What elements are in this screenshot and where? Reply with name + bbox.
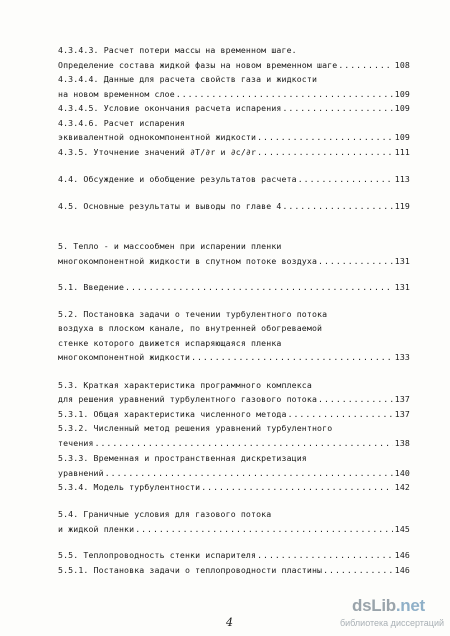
toc-entry-page: 119 xyxy=(394,201,410,211)
watermark-logo-main: dsLib xyxy=(352,596,396,615)
toc-entry-page: 146 xyxy=(394,550,410,560)
toc-entry-page: 109 xyxy=(394,89,410,99)
toc-entry xyxy=(58,549,410,561)
toc-entry xyxy=(58,117,410,129)
toc-entry xyxy=(58,408,410,420)
toc-entry-leader-dots xyxy=(323,564,393,576)
toc-entry-leader-dots xyxy=(191,351,393,363)
toc-entry-page: 108 xyxy=(394,60,410,70)
toc-entry xyxy=(58,322,410,334)
toc-entry-page: 137 xyxy=(394,394,410,404)
toc-entry-page: 111 xyxy=(394,147,410,157)
toc-entry xyxy=(58,351,410,363)
toc-entry-leader-dots xyxy=(318,393,393,405)
toc-entry-title: на новом временном слое xyxy=(58,89,175,99)
toc-entry-title: 4.3.5. Уточнение значений ∂T/∂r и ∂c/∂r xyxy=(58,147,257,157)
watermark-logo-suffix: .net xyxy=(395,596,425,615)
toc-entry-title: воздуха в плоском канале, по внутренней обогреваемой xyxy=(58,323,323,333)
toc-entry-title: 5.3.1. Общая характеристика численного метода xyxy=(58,409,287,419)
toc-entry-title: многокомпонентной жидкости в спутном потоке воздуха xyxy=(58,256,318,266)
watermark-subtitle: библиотека диссертаций xyxy=(340,618,445,628)
toc-entry-leader-dots xyxy=(283,102,394,114)
toc-entry-page: 109 xyxy=(394,132,410,142)
toc-entry-page: 131 xyxy=(394,256,410,266)
toc-entry-title: 5.1. Введение xyxy=(58,282,125,292)
toc-entry-title: 5.4. Граничные условия для газового потока xyxy=(58,509,272,519)
toc-entry-leader-dots xyxy=(257,131,393,143)
toc-entry xyxy=(58,281,410,293)
page-number: 4 xyxy=(226,616,233,629)
toc-entry-title: 4.3.4.4. Данные для расчета свойств газа и жидкости xyxy=(58,74,318,84)
toc-entry-leader-dots xyxy=(338,59,393,71)
toc-entry-page: 133 xyxy=(394,352,410,362)
toc-entry-page: 137 xyxy=(394,409,410,419)
toc-entry-page: 113 xyxy=(394,174,410,184)
toc-entry-title: и жидкой пленки xyxy=(58,524,135,534)
toc-entry xyxy=(58,73,410,85)
toc-entry-page: 146 xyxy=(394,565,410,575)
toc-entry-title: 5.2. Постановка задачи о течении турбулентного потока xyxy=(58,309,328,319)
toc-entry-page: 140 xyxy=(394,468,410,478)
toc-entry xyxy=(58,379,410,391)
toc-entry xyxy=(58,255,410,267)
toc-entry-title: 5.3.4. Модель турбулентности xyxy=(58,482,201,492)
toc-entry-leader-dots xyxy=(125,281,393,293)
toc-entry-title: 5.5.1. Постановка задачи о теплопроводности пластины xyxy=(58,565,323,575)
toc-entry xyxy=(58,481,410,493)
toc-entry-leader-dots xyxy=(201,481,393,493)
toc-entry xyxy=(58,102,410,114)
toc-entry-title: уравнений xyxy=(58,468,104,478)
toc-entry-title: 4.3.4.3. Расчет потери массы на временном шаге. xyxy=(58,45,297,55)
toc-entry xyxy=(58,59,410,71)
toc-entry-title: 4.3.4.5. Условие окончания расчета испарения xyxy=(58,103,282,113)
toc-entry xyxy=(58,523,410,535)
toc-entry-leader-dots xyxy=(257,146,393,158)
toc-entry-title: Определение состава жидкой фазы на новом временном шаге xyxy=(58,60,338,70)
toc-entry-title: 5. Тепло - и массообмен при испарении пленки xyxy=(58,241,282,251)
toc-entry xyxy=(58,308,410,320)
toc-entry-page: 109 xyxy=(394,103,410,113)
toc-entry-title: эквивалентной однокомпонентной жидкости xyxy=(58,132,257,142)
watermark-logo xyxy=(352,596,425,616)
toc-entry xyxy=(58,508,410,520)
toc-entry-title: 5.3. Краткая характеристика программного комплекса xyxy=(58,380,312,390)
toc-entry-leader-dots xyxy=(135,523,393,535)
toc-entry-leader-dots xyxy=(318,255,393,267)
toc-entry-title: для решения уравнений турбулентного газового потока xyxy=(58,394,318,404)
toc-entry-title: 4.4. Обсуждение и обобщение результатов расчета xyxy=(58,174,297,184)
toc-entry-leader-dots xyxy=(298,173,393,185)
toc-entry-title: 5.5. Теплопроводность стенки испарителя xyxy=(58,550,257,560)
toc-entry-leader-dots xyxy=(105,467,393,479)
toc-entry xyxy=(58,452,410,464)
toc-entry xyxy=(58,337,410,349)
toc-entry-title: стенке которого движется испаряющаяся пленка xyxy=(58,338,282,348)
toc-entry-title: 4.3.4.6. Расчет испарения xyxy=(58,118,185,128)
toc-entry-title: многокомпонентной жидкости xyxy=(58,352,191,362)
toc-entry xyxy=(58,146,410,158)
toc-entry xyxy=(58,88,410,100)
toc-entry xyxy=(58,393,410,405)
toc-entry xyxy=(58,173,410,185)
toc-entry-leader-dots xyxy=(95,437,393,449)
toc-entry xyxy=(58,44,410,56)
toc-entry xyxy=(58,422,410,434)
toc-entry-title: течения xyxy=(58,438,94,448)
toc-entry-leader-dots xyxy=(283,200,394,212)
toc-entry-page: 138 xyxy=(394,438,410,448)
toc-entry-title: 5.3.2. Численный метод решения уравнений турбулентного xyxy=(58,423,333,433)
toc-entry xyxy=(58,467,410,479)
toc-entry-page: 145 xyxy=(394,524,410,534)
toc-entry-leader-dots xyxy=(176,88,393,100)
toc-entry xyxy=(58,564,410,576)
toc-entry xyxy=(58,131,410,143)
toc-entry-title: 5.3.3. Временная и пространственная дискретизация xyxy=(58,453,307,463)
toc-entry-leader-dots xyxy=(257,549,393,561)
toc-entry xyxy=(58,200,410,212)
toc-entry-page: 131 xyxy=(394,282,410,292)
toc-entry-page: 142 xyxy=(394,482,410,492)
toc-entry xyxy=(58,437,410,449)
toc-entry-title: 4.5. Основные результаты и выводы по главе 4 xyxy=(58,201,282,211)
toc-entry xyxy=(58,240,410,252)
toc-entry-leader-dots xyxy=(288,408,393,420)
watermark xyxy=(340,596,448,632)
